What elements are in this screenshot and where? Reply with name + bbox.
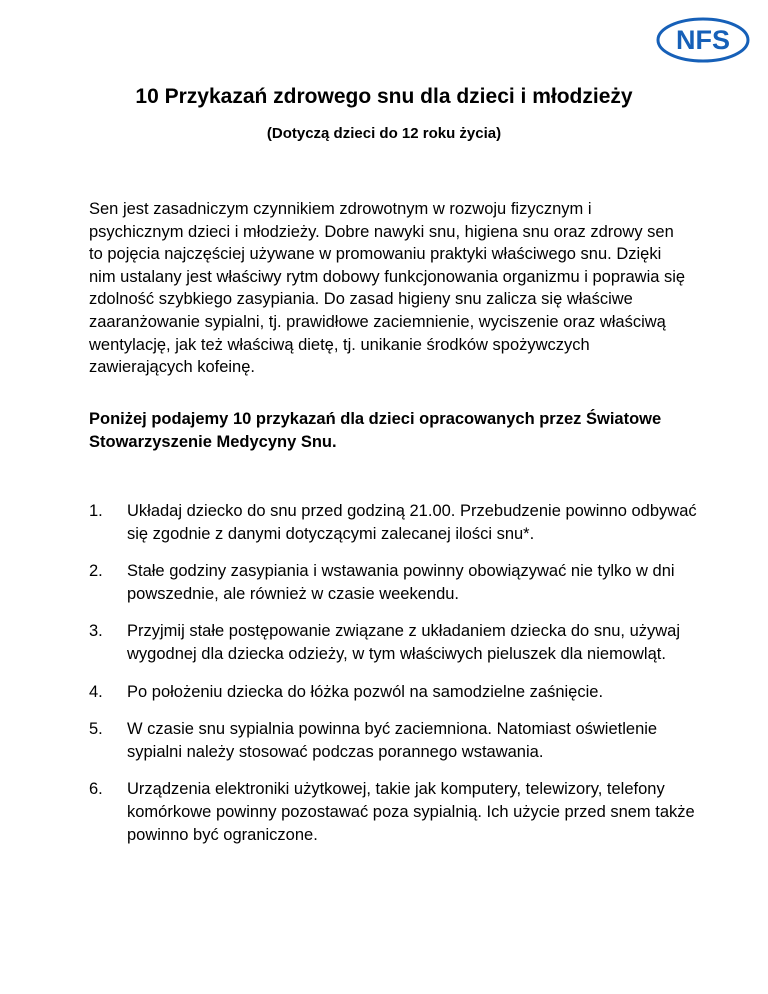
list-item-number: 6. — [89, 780, 103, 799]
list-item-number: 2. — [89, 562, 103, 581]
list-item-text: W czasie snu sypialnia powinna być zaciemniona. Natomiast oświetlenie sypialni należy stosować podczas porannego wstawania. — [127, 720, 658, 761]
commandments-list — [89, 500, 699, 861]
lead-paragraph: Poniżej podajemy 10 przykazań dla dzieci opracowanych przez Światowe Stowarzyszenie Medycyny Snu. — [89, 410, 662, 451]
list-item-text: Przyjmij stałe postępowanie związane z układaniem dziecka do snu, używaj wygodnej dla dziecka odzieży, w tym właściwych pieluszek dla niemowląt. — [127, 622, 681, 663]
intro-paragraph: Sen jest zasadniczym czynnikiem zdrowotnym w rozwoju fizycznym i psychicznym dzieci i młodzieży. Dobre nawyki snu, higiena snu oraz zdrowy sen to pojęcia najczęściej używane w promowaniu praktyki właściwego snu. Dzięki nim ustalany jest właściwy rytm dobowy funkcjonowania organizmu i poprawia się zdolność szybkiego zasypiania. Do zasad higieny snu zalicza się właściwe zaaranżowanie sypialni, tj. prawidłowe zaciemnienie, wyciszenie oraz właściwą wentylację, jak też właściwą dietę, tj. unikanie środków spożywczych zawierających kofeinę. — [89, 200, 686, 377]
list-item — [89, 620, 699, 665]
list-item-number: 1. — [89, 502, 103, 520]
list-item — [89, 681, 699, 704]
list-item — [89, 778, 699, 846]
nfs-logo-graphic — [655, 16, 751, 64]
logo-text: NFS — [676, 25, 730, 55]
page-subtitle: (Dotyczą dzieci do 12 roku życia) — [266, 125, 502, 142]
list-item-text: Stałe godziny zasypiania i wstawania powinny obowiązywać nie tylko w dni powszednie, ale również w czasie weekendu. — [127, 562, 675, 603]
list-item-number: 3. — [89, 622, 103, 641]
list-item-number: 5. — [89, 720, 103, 739]
list-item-text: Urządzenia elektroniki użytkowej, takie jak komputery, telewizory, telefony komórkowe powinny pozostawać poza sypialnią. Ich użycie przed snem także powinno być ograniczone. — [127, 780, 695, 844]
list-item-text: Po położeniu dziecka do łóżka pozwól na samodzielne zaśnięcie. — [127, 682, 604, 701]
list-item — [89, 500, 699, 545]
page-title: 10 Przykazań zdrowego snu dla dzieci i młodzieży — [135, 85, 633, 108]
list-item-text: Układaj dziecko do snu przed godziną 21.00. Przebudzenie powinno odbywać się zgodnie z danymi dotyczącymi zalecanej ilości snu*. — [127, 502, 697, 543]
list-item-number: 4. — [89, 682, 103, 701]
list-item — [89, 718, 699, 763]
list-item — [89, 560, 699, 605]
nfs-logo — [655, 16, 751, 64]
